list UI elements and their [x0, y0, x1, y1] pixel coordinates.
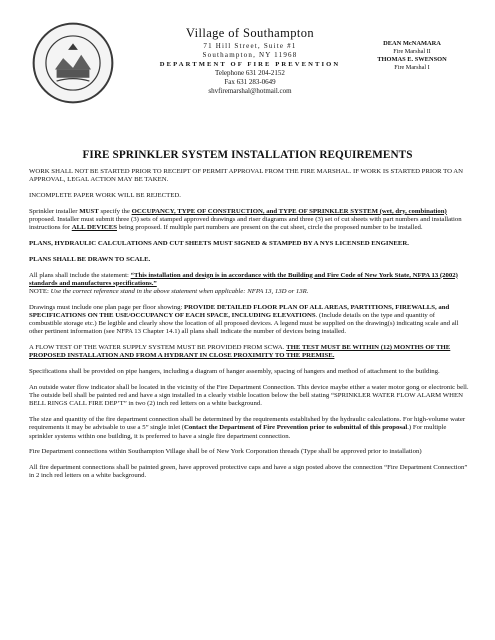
telephone: Telephone 631 204-2152 — [215, 69, 285, 77]
paragraph-flow-indicator: An outside water flow indicator shall be located in the vicinity of the Fire Department Connection. This device maybe either a water motor gong or electronic bell. The outside bell shall be painted red and have a sign installed in a clearly visible location below the bell stating “SPRINKLER WATER FLOW ALARM WHEN BELL RINGS CALL FIRE DEP’T” in two (2) inch red letters on a white background. — [29, 384, 469, 408]
paragraph-required-statement: All plans shall include the statement: “This installation and design is in accordance with the Building and Fire Code of New York State, NFPA 13 (2002) standards and manufactures specifications.” NOTE: Use the correct reference stand in the above statement when applicable: NFPA 13, 13D or 13R. — [29, 271, 458, 295]
paragraph-fd-threads: Fire Department connections within Southampton Village shall be of New York Corporation threads (Type shall be approved prior to installation) — [29, 448, 422, 456]
paragraph-drawn-to-scale: PLANS SHALL BE DRAWN TO SCALE. — [29, 255, 151, 263]
address-line-2: Southampton, NY 11968 — [202, 51, 298, 59]
paragraph-flow-test: A FLOW TEST OF THE WATER SUPPLY SYSTEM MUST BE PROVIDED FROM SCWA. THE TEST MUST BE WITHIN (12) MONTHS OF THE PROPOSED INSTALLATION AND FROM A HYDRANT IN CLOSE PROXIMITY TO THE PREMISE. — [29, 344, 451, 360]
paragraph-permit-warning: WORK SHALL NOT BE STARTED PRIOR TO RECEIPT OF PERMIT APPROVAL FROM THE FIRE MARSHAL. IF WORK IS STARTED PRIOR TO AN APPROVAL, LEGAL ACTION MAY BE TAKEN. — [29, 168, 464, 184]
email: shvfiremarshal@hotmail.com — [208, 87, 292, 95]
paragraph-installer-specs: Sprinkler installer MUST specify the OCCUPANCY, TYPE OF CONSTRUCTION, and TYPE OF SPRINKLER SYSTEM (wet, dry, combination) proposed. Installer must submit three (3) sets of stamped approved drawings and riser diagrams and three (3) set of cut sheets with part numbers and installation instructions for ALL DEVICES being proposed. If multiple part numbers are present on the cut sheet, circle the proposed number to be installed. — [29, 207, 462, 232]
document-title: FIRE SPRINKLER SYSTEM INSTALLATION REQUIREMENTS — [82, 149, 413, 161]
officials-block — [362, 40, 462, 72]
paragraph-incomplete: INCOMPLETE PAPER WORK WILL BE REJECTED. — [29, 192, 181, 199]
village-title: Village of Southampton — [185, 26, 315, 40]
village-seal-logo — [32, 22, 114, 104]
fax: Fax 631 283-0649 — [224, 78, 276, 86]
official-title-1: Fire Marshal II — [393, 48, 431, 55]
paragraph-fd-connection-size: The size and quantity of the fire department connection shall be determined by the requirements established by the hydraulic calculations. For high-volume water requirements it may be advisable to use a 5” single inlet (Contact the Department of Fire Prevention prior to submittal of this proposal.) For multiple sprinkler systems within one building, it is preferred to have a single fire department connection. — [29, 416, 466, 440]
official-name-1: DEAN McNAMARA — [383, 40, 441, 47]
paragraph-drawing-requirements: Drawings must include one plan page per floor showing: PROVIDE DETAILED FLOOR PLAN OF ALL AREAS, PARTITIONS, FIREWALLS, and SPECIFICATIONS ON THE USE/OCCUPANCY OF EACH SPACE, INCLUDING ELEVATIONS. (Include details on the type and quantity of combustible storage etc.) Be legible and clearly show the location of all proposed devices. A legend must be supplied on the drawing(s) indicating scale and all other pertinent information (see NFPA 13 Chapter 14.1) all plans shall indicate the number of devices being installed. — [29, 303, 459, 336]
official-name-2: THOMAS E. SWENSON — [377, 56, 447, 63]
paragraph-fd-paint-sign: All fire department connections shall be painted green, have approved protective caps and have a sign posted above the connection “Fire Department Connection” in 2 inch red letters on a white background. — [29, 464, 468, 480]
paragraph-pipe-hangers: Specifications shall be provided on pipe hangers, including a diagram of hanger assembly, spacing of hangers and method of attachment to the building. — [29, 368, 440, 376]
address-line-1: 71 Hill Street, Suite #1 — [203, 42, 297, 50]
document-body — [29, 168, 469, 488]
department-name: DEPARTMENT OF FIRE PREVENTION — [159, 61, 341, 68]
official-title-2: Fire Marshal I — [394, 64, 430, 71]
paragraph-engineer-stamp: PLANS, HYDRAULIC CALCULATIONS AND CUT SHEETS MUST SIGNED & STAMPED BY A NYS LICENSED ENGINEER. — [29, 240, 409, 247]
letterhead — [150, 26, 350, 96]
